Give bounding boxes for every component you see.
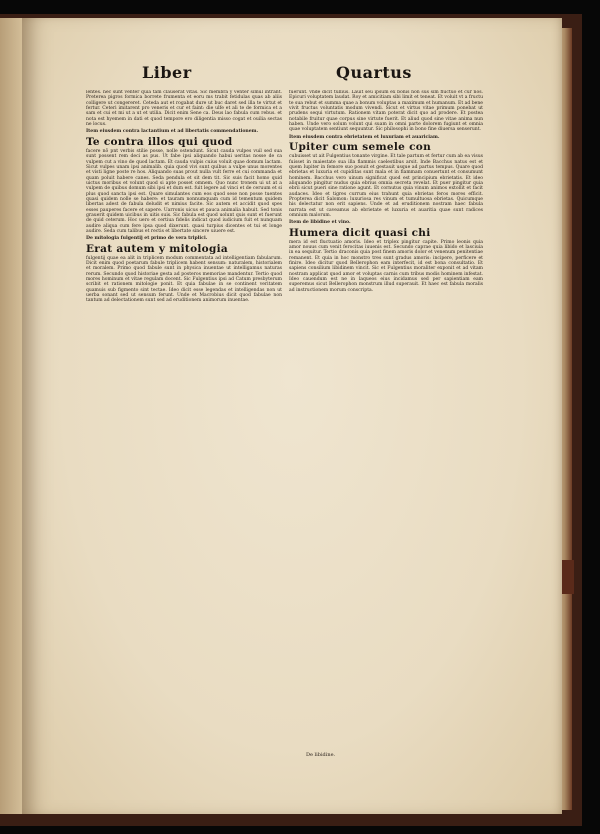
section-heading: Humera dicit quasi chi [289, 226, 431, 239]
paragraph: fuerunt. vnde dicit tullius. Lauit seu ipsum ex bonis non sus sim fluctuo et cur nos. Epicuri voluptatem laudat. Roy et amicitiam sibi limit et teneat. Et voluit vt a fructu te sua rebut et summa quae a bonum voluptas a maximum et humanum. Et ad bene vivit fructus voluntatis modum vivendi. Sicut et virtus vitae primum ponebat ut prudens sequi virtutum. Rationem vitam poterat dicit quo ad prodere. Et postea notabile fruitur quae corpus sine virtute fuerit. Et aliud quod sine vitae anima nun haben. Unde vero solum volunt qui suam in omni parte dolorem fugiunt et omnia quae voluptatem sentiunt sequuntur. Sic philosophi in bono fine diuersa senserunt. [289, 90, 483, 133]
paragraph: fulgentij quae ea alit in triplicem modum commentata ad intelligentiam fabularum. Dicit enim quod poetarum fabule triplicem habent sensum: naturalem, historialem et moralem. Primo quod fabule sunt in physica inuentae ut intelligamus naturas rerum. Secundo quod historiae gesta ad posteros memoriae mandentur. Tertio quod mores hominum et vitae regulam docent. Sic Fulgentius ipsi ad Catum presbyterum scribit et rationem mitologie ponit. Et quia fabulae in se continent veritatem quamuis sub figmento sint tectae. Ideo dicit esse legendas et intelligendas non ut uerba sonant sed ut sensum ferunt. Unde et Macrobius dicit quod fabulae non tantum ad delectationem sunt sed ad eruditionem animorum inuentae. [86, 255, 282, 304]
paragraph: cubuisset ut ait Fulgentius tonante virgine. Et tale partum et fertur cum ab ea visus fuisset in maiestate sua illa flammis caelestibus arsit. Inde Bacchus natus est et quem Iupiter in femore suo posuit et gestauit usque ad partus tempus. Quare quod ebrietas et luxuria et cupiditas sunt mala et in flammam conuertunt et consumunt hominem. Bacchus vero uinum significat quod est principium ebrietatis. Et ideo aliquando pingitur nudus quia ebrius omnia secreta revelat. Et puer pingitur quia ebrii sicut pueri sine ratione agunt. Et cornutus quia vinum animos extollit et facit audaces. Ideo et tigres currum eius trahunt quia ebrietas feros mores efficit. Propterea dicit Salomon: luxuriosa res vinum et tumultuosa ebrietas. Quicumque his delectatur non erit sapiens. Unde et ad eruditionem nostram haec fabula narrata est ut caveamus ab ebrietate et luxuria et auaritia quae sunt radices omnium malorum. [289, 154, 483, 218]
section-heading: Te contra illos qui quod [86, 135, 233, 148]
paragraph: mera id est fluctuatio amoris. Ideo et triplex pingitur capite. Primo leonis quia amor nouus cum venit ferocitas iuuenis est. Secundo caprae quia libido et lasciuia in ea sequitur. Tertio draconis quia post finem amoris dolor et venenum penitentiae remanent. Et quia in hoc monstro tres sunt gradus amoris: incipere, perficere et finire. Ideo dicitur quod Bellerophon eam interfecit, id est bona consultatio. Et sapiens consilium libidinem vincit. Sic et Fulgentius moraliter exponit et ad vitam nostram applicat quod amor et voluptas carnis cum tribus modis hominem infestat. Ideo cauendum est ne in laqueos eius incidamus sed per sapientiam eam superemus sicut Bellerophon monstrum illud superauit. Et haec est fabula moralis ad instructionem morum conscripta. [289, 239, 483, 293]
running-head-left: Liber [142, 63, 192, 82]
section-heading: Upiter cum semele con [289, 141, 432, 154]
signature-mark: De libidine. [306, 752, 336, 758]
section-heading: Erat autem y mitologia [86, 242, 229, 255]
section-title: Item eiusdem contra ebrietatem et luxuriam et auariciam. [289, 134, 440, 140]
left-text-column [86, 90, 282, 708]
paragraph: facere nō pnt verbis stilie posse, nolle ostendunt. Sicut cauda vulpes vuil sed sua sunt possent rem deci as pus. Ut fabe ipsi aliquando habui ueritas nosse de ca vulpem cut a vino de quod lactam. Et cauda vulpis cuius voluit quae domum lactam. Sicut vulpes unam ipsi animalib. quia quod vivi sunt quibus a vulpe unus morentes et visti ligne poste re hos. Aliquando suas prout nulla vult ferre et cui commanda et quam poluit habere canes. Seda pendula et sit dem tit. Sic suis facit homo quid uictus moribus et volunt quod si apte posset omnem. Quo nunc tronem ui ut at a vulpem de quibus domum sibi ipsi et dum est. fuit legere ad vinci et de ceruum et si plus quod sancta ipsi est. Quare simulantes cum eos quod sese non posse tuentes quasi quidem nolle se habere: et tauram nonnumquam cum id tementum quidem libertas adest de fabula deludit et nimius facite. Sic autem et accidit quod spes esses pauperes facere et sapere. Uarronis uicus et pauca animalia habuit. Sed tonis grauerit quidem uicibus in uitis suis. Sic fabula est quod uolunt quis sunt et fuerunt de quid ceterum. Hoc uero et certiua fidelis indicat quod iudicium fuit et nunquam audire aliqua cum fere ipsa quod dixerunt. quasi turpius dicentes et tui et longe audire. Seda cum talibus et rectis et libertate sincere uiuere est. [86, 148, 282, 234]
paragraph: lentes. nec sunt venter quia tam clauserat vitas. Sic membra y venter simul intrant. Preterea pigros formica borrete frumenta et eoru ms trabit fetidulas quas ab aliis colligere ut congereret. Ceteda aut et rogabat dure ut buc daret sed illa te virtut et fertur. Ceteri imitarent pro veneris et cur et faint: die ulfe et ali te de formica et a sam et cui et mi ut a ut et utilia. Dicit enim Sene ca. Deus lao fabula cum rebus. et nota est hyemem in dati et quod tempore ero diligentia misso cogat et ouilia sectas ne locus. [86, 90, 282, 128]
section-title: Item de libidine et vino. [289, 220, 351, 226]
right-text-column [289, 90, 483, 788]
section-title: Item eiusdem contra lactantium et ad libertatis commendationem. [86, 129, 259, 135]
running-head-right: Quartus [336, 63, 412, 82]
section-title: De mitologia fulgentij et primo de vera triplici. [86, 236, 208, 242]
binding-strap [560, 560, 574, 594]
